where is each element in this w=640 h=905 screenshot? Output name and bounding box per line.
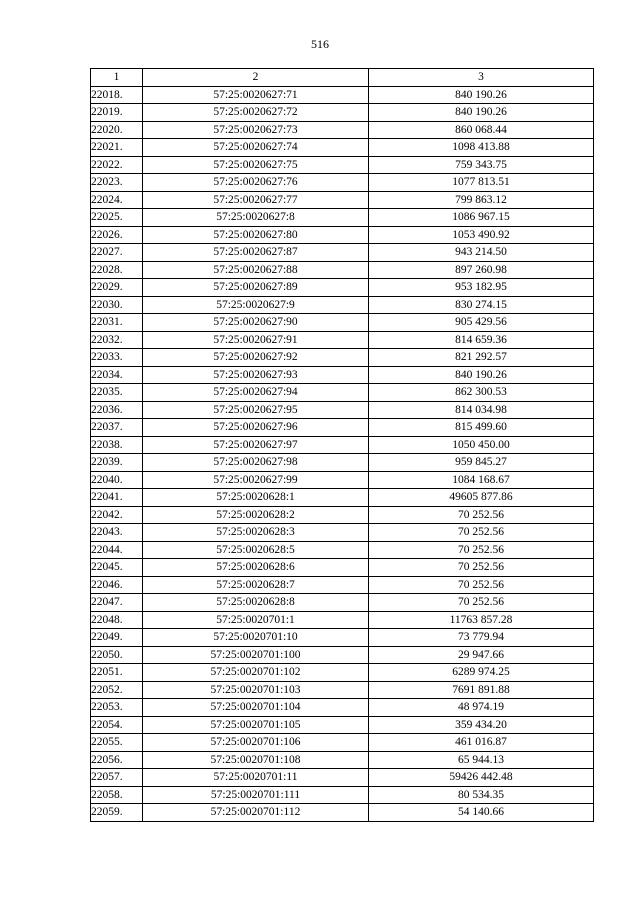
value-cell: 1053 490.92 — [369, 226, 594, 244]
row-number-cell: 22032. — [91, 331, 143, 349]
value-cell: 959 845.27 — [369, 454, 594, 472]
page-number: 516 — [311, 37, 329, 51]
column-header-1: 1 — [91, 69, 143, 87]
column-header-2: 2 — [143, 69, 369, 87]
table-row — [91, 401, 594, 419]
table-row — [91, 541, 594, 559]
value-cell: 897 260.98 — [369, 261, 594, 279]
table-row — [91, 384, 594, 402]
value-cell: 1077 813.51 — [369, 174, 594, 192]
row-number-cell: 22055. — [91, 734, 143, 752]
table-row — [91, 524, 594, 542]
cadastral-number-cell: 57:25:0020627:97 — [143, 436, 369, 454]
row-number-cell: 22056. — [91, 751, 143, 769]
cadastral-number-cell: 57:25:0020628:8 — [143, 594, 369, 612]
table-row — [91, 699, 594, 717]
row-number-cell: 22018. — [91, 86, 143, 104]
row-number-cell: 22047. — [91, 594, 143, 612]
table-row — [91, 226, 594, 244]
row-number-cell: 22030. — [91, 296, 143, 314]
table-row — [91, 191, 594, 209]
value-cell: 70 252.56 — [369, 524, 594, 542]
value-cell: 840 190.26 — [369, 366, 594, 384]
value-cell: 65 944.13 — [369, 751, 594, 769]
value-cell: 815 499.60 — [369, 419, 594, 437]
table-row — [91, 506, 594, 524]
row-number-cell: 22036. — [91, 401, 143, 419]
row-number-cell: 22044. — [91, 541, 143, 559]
cadastral-number-cell: 57:25:0020627:71 — [143, 86, 369, 104]
cadastral-number-cell: 57:25:0020701:111 — [143, 786, 369, 804]
table-row — [91, 366, 594, 384]
cadastral-number-cell: 57:25:0020701:112 — [143, 804, 369, 822]
row-number-cell: 22049. — [91, 629, 143, 647]
table-row — [91, 646, 594, 664]
value-cell: 1098 413.88 — [369, 139, 594, 157]
row-number-cell: 22034. — [91, 366, 143, 384]
cadastral-number-cell: 57:25:0020628:2 — [143, 506, 369, 524]
value-cell: 70 252.56 — [369, 559, 594, 577]
value-cell: 830 274.15 — [369, 296, 594, 314]
cadastral-number-cell: 57:25:0020627:75 — [143, 156, 369, 174]
table-row — [91, 471, 594, 489]
cadastral-number-cell: 57:25:0020627:8 — [143, 209, 369, 227]
cadastral-number-cell: 57:25:0020627:9 — [143, 296, 369, 314]
column-header-3: 3 — [369, 69, 594, 87]
cadastral-number-cell: 57:25:0020627:96 — [143, 419, 369, 437]
row-number-cell: 22035. — [91, 384, 143, 402]
table-row — [91, 489, 594, 507]
table-row — [91, 769, 594, 787]
value-cell: 48 974.19 — [369, 699, 594, 717]
cadastral-number-cell: 57:25:0020627:76 — [143, 174, 369, 192]
table-row — [91, 419, 594, 437]
value-cell: 905 429.56 — [369, 314, 594, 332]
row-number-cell: 22042. — [91, 506, 143, 524]
table-row — [91, 121, 594, 139]
table-row — [91, 664, 594, 682]
row-number-cell: 22024. — [91, 191, 143, 209]
cadastral-number-cell: 57:25:0020627:94 — [143, 384, 369, 402]
table-row — [91, 139, 594, 157]
row-number-cell: 22059. — [91, 804, 143, 822]
value-cell: 59426 442.48 — [369, 769, 594, 787]
row-number-cell: 22045. — [91, 559, 143, 577]
table-row — [91, 296, 594, 314]
value-cell: 49605 877.86 — [369, 489, 594, 507]
table-row — [91, 786, 594, 804]
row-number-cell: 22050. — [91, 646, 143, 664]
cadastral-number-cell: 57:25:0020627:89 — [143, 279, 369, 297]
row-number-cell: 22020. — [91, 121, 143, 139]
row-number-cell: 22028. — [91, 261, 143, 279]
cadastral-number-cell: 57:25:0020701:105 — [143, 716, 369, 734]
row-number-cell: 22039. — [91, 454, 143, 472]
cadastral-number-cell: 57:25:0020701:104 — [143, 699, 369, 717]
table-row — [91, 174, 594, 192]
value-cell: 860 068.44 — [369, 121, 594, 139]
row-number-cell: 22043. — [91, 524, 143, 542]
cadastral-number-cell: 57:25:0020628:1 — [143, 489, 369, 507]
value-cell: 953 182.95 — [369, 279, 594, 297]
row-number-cell: 22025. — [91, 209, 143, 227]
cadastral-number-cell: 57:25:0020627:72 — [143, 104, 369, 122]
row-number-cell: 22051. — [91, 664, 143, 682]
row-number-cell: 22027. — [91, 244, 143, 262]
row-number-cell: 22037. — [91, 419, 143, 437]
cadastral-number-cell: 57:25:0020628:3 — [143, 524, 369, 542]
table-row — [91, 594, 594, 612]
row-number-cell: 22022. — [91, 156, 143, 174]
table-row — [91, 629, 594, 647]
table-row — [91, 454, 594, 472]
table-row — [91, 804, 594, 822]
cadastral-number-cell: 57:25:0020627:87 — [143, 244, 369, 262]
value-cell: 862 300.53 — [369, 384, 594, 402]
cadastral-number-cell: 57:25:0020627:93 — [143, 366, 369, 384]
row-number-cell: 22057. — [91, 769, 143, 787]
cadastral-number-cell: 57:25:0020627:73 — [143, 121, 369, 139]
row-number-cell: 22054. — [91, 716, 143, 734]
table-row — [91, 279, 594, 297]
table-row — [91, 436, 594, 454]
cadastral-number-cell: 57:25:0020627:95 — [143, 401, 369, 419]
row-number-cell: 22052. — [91, 681, 143, 699]
value-cell: 359 434.20 — [369, 716, 594, 734]
value-cell: 70 252.56 — [369, 541, 594, 559]
cadastral-number-cell: 57:25:0020701:102 — [143, 664, 369, 682]
row-number-cell: 22031. — [91, 314, 143, 332]
table-row — [91, 349, 594, 367]
table-row — [91, 716, 594, 734]
cadastral-number-cell: 57:25:0020628:6 — [143, 559, 369, 577]
table-row — [91, 314, 594, 332]
cadastral-number-cell: 57:25:0020701:10 — [143, 629, 369, 647]
value-cell: 1050 450.00 — [369, 436, 594, 454]
value-cell: 1084 168.67 — [369, 471, 594, 489]
table-header-row — [91, 69, 594, 87]
value-cell: 11763 857.28 — [369, 611, 594, 629]
value-cell: 70 252.56 — [369, 506, 594, 524]
value-cell: 821 292.57 — [369, 349, 594, 367]
row-number-cell: 22033. — [91, 349, 143, 367]
cadastral-number-cell: 57:25:0020701:106 — [143, 734, 369, 752]
row-number-cell: 22053. — [91, 699, 143, 717]
table-row — [91, 751, 594, 769]
table-row — [91, 156, 594, 174]
cadastral-number-cell: 57:25:0020627:90 — [143, 314, 369, 332]
value-cell: 814 659.36 — [369, 331, 594, 349]
cadastral-number-cell: 57:25:0020701:108 — [143, 751, 369, 769]
value-cell: 461 016.87 — [369, 734, 594, 752]
table-row — [91, 734, 594, 752]
cadastral-number-cell: 57:25:0020627:77 — [143, 191, 369, 209]
cadastral-number-cell: 57:25:0020701:11 — [143, 769, 369, 787]
row-number-cell: 22046. — [91, 576, 143, 594]
table-row — [91, 104, 594, 122]
cadastral-number-cell: 57:25:0020627:80 — [143, 226, 369, 244]
value-cell: 54 140.66 — [369, 804, 594, 822]
row-number-cell: 22058. — [91, 786, 143, 804]
table-row — [91, 611, 594, 629]
value-cell: 6289 974.25 — [369, 664, 594, 682]
value-cell: 943 214.50 — [369, 244, 594, 262]
cadastral-number-cell: 57:25:0020628:5 — [143, 541, 369, 559]
row-number-cell: 22048. — [91, 611, 143, 629]
cadastral-number-cell: 57:25:0020701:1 — [143, 611, 369, 629]
table-row — [91, 576, 594, 594]
table-row — [91, 681, 594, 699]
cadastral-number-cell: 57:25:0020627:99 — [143, 471, 369, 489]
cadastral-number-cell: 57:25:0020627:88 — [143, 261, 369, 279]
value-cell: 759 343.75 — [369, 156, 594, 174]
value-cell: 73 779.94 — [369, 629, 594, 647]
table-row — [91, 244, 594, 262]
cadastral-number-cell: 57:25:0020627:74 — [143, 139, 369, 157]
row-number-cell: 22026. — [91, 226, 143, 244]
table-row — [91, 209, 594, 227]
cadastral-number-cell: 57:25:0020701:100 — [143, 646, 369, 664]
value-cell: 70 252.56 — [369, 594, 594, 612]
row-number-cell: 22029. — [91, 279, 143, 297]
value-cell: 814 034.98 — [369, 401, 594, 419]
cadastral-number-cell: 57:25:0020627:98 — [143, 454, 369, 472]
value-cell: 840 190.26 — [369, 86, 594, 104]
cadastral-number-cell: 57:25:0020628:7 — [143, 576, 369, 594]
table-body — [91, 69, 594, 822]
table-row — [91, 86, 594, 104]
row-number-cell: 22041. — [91, 489, 143, 507]
row-number-cell: 22040. — [91, 471, 143, 489]
value-cell: 799 863.12 — [369, 191, 594, 209]
value-cell: 80 534.35 — [369, 786, 594, 804]
table-row — [91, 261, 594, 279]
table-row — [91, 559, 594, 577]
cadastral-number-cell: 57:25:0020701:103 — [143, 681, 369, 699]
row-number-cell: 22019. — [91, 104, 143, 122]
cadastral-number-cell: 57:25:0020627:92 — [143, 349, 369, 367]
row-number-cell: 22023. — [91, 174, 143, 192]
value-cell: 840 190.26 — [369, 104, 594, 122]
row-number-cell: 22038. — [91, 436, 143, 454]
value-cell: 29 947.66 — [369, 646, 594, 664]
table-row — [91, 331, 594, 349]
value-cell: 1086 967.15 — [369, 209, 594, 227]
row-number-cell: 22021. — [91, 139, 143, 157]
value-cell: 7691 891.88 — [369, 681, 594, 699]
cadastral-number-cell: 57:25:0020627:91 — [143, 331, 369, 349]
cadastral-value-table — [90, 68, 594, 822]
value-cell: 70 252.56 — [369, 576, 594, 594]
